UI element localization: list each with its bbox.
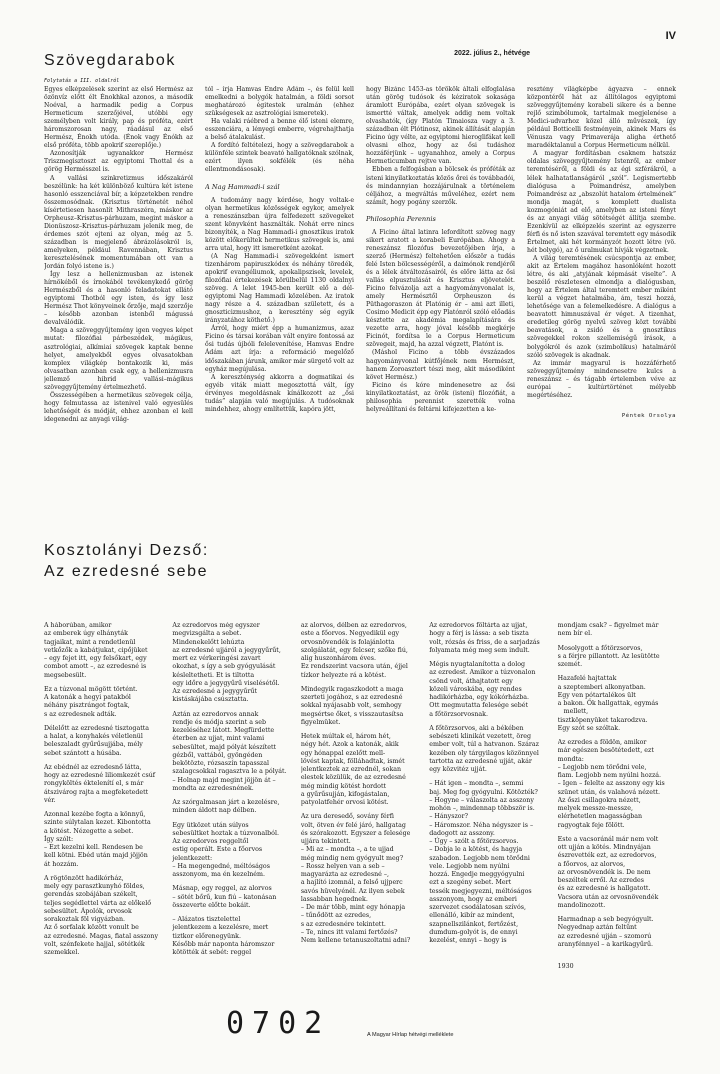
poem-line: ellenálló, kibír az mindent, [429, 912, 515, 920]
poem-line: okozhat, s így a seb gyógyulását [172, 663, 276, 671]
poem-line: megsértse őket, s visszautasítsa [300, 710, 404, 718]
poem-line: patyolatfehér orvosi kötést. [300, 799, 389, 806]
poem-line: dumdum-golyót is, de ennyi [429, 928, 518, 936]
poem-line: sebet szántott a húsába. [44, 749, 122, 757]
poem-line: összeverte előtte bokáit. [172, 901, 251, 909]
poem-line: az ezredesné ujján – szomorú [557, 932, 652, 940]
poem-line: a szeptemberi alkonyatban. [557, 683, 646, 691]
subheading: Philosophia Perennis [366, 214, 436, 223]
paragraph: Így lesz a hellenizmusban az istenek hírnökéből és írnokából tevékenykedő görög Hermészből és a hasonló feladatokat ellátó egyiptomi Thotból egy isten, és így lesz Hermész Thot könyveinek őrzője, majd szerzője – később azonban istenből mágussá devalválódik. [44, 271, 193, 327]
poem-line: a halat, a konyhakés véletlenül [44, 733, 143, 740]
poem-line: sebészeti klinikát vezetett, öreg [429, 733, 531, 740]
poem-line: a főtörzsorvosnak. [429, 710, 488, 718]
poem-line: – Háromszor. Néha négyszer is – [429, 821, 534, 829]
paragraph: A kereszténység akkorra a dogmatikai és egyéb viták miatt megosztottá vált, így érvényes megoldásnak kínálkozott az „ősi tudás” alapján való megújulás. A tudósoknak mindehhez, ahogy említettük, kapóra jött, [205, 373, 354, 413]
poem-line: – egy fejet itt, egy felsőkart, egy [44, 655, 147, 662]
poem-line: Az ezredorvos még egyszer [172, 622, 260, 629]
poem-line: Az szórgalmasan járt a kezelésre, [172, 799, 280, 806]
poem-line: Nem kellene tetanuszoltatni adni? [300, 937, 411, 944]
paragraph: Maga a szöveggyűjtemény igen vegyes képet mutat: filozófiai párbeszédek, mágikus, asztrológiai, alkímiai szövegek kaptak benne helyet, amelyekből egyes olvasatokban komplex világkép bontakozik ki, más olvasatban azonban csak egy, a hellenizmusra jellemző hibrid vallási–mágikus szöveggyűjtemény értelmezhető. [44, 327, 193, 391]
poem-line: kezeléséhez látott. Megfürdette [172, 727, 275, 734]
poem-line: tartotta az ezredesné ujját, akár [429, 757, 532, 765]
poem-line: – De már több, mint egy hónapja [300, 904, 406, 911]
poem-line: át hozzám. [44, 860, 79, 868]
poem-line: szünet után, és valahová nézett. [557, 788, 661, 796]
poem-line: mondta az ezredesnének. [172, 784, 254, 792]
poem-line: a gyűrűsujján, kifogástalan, [300, 790, 390, 798]
poem-line: gerendás szobájában székelt, [44, 891, 138, 899]
poem-line: mely egy parasztkunyhó földes, [44, 883, 145, 890]
paragraph: A tudomány nagy kérdése, hogy voltak-e olyan hermetikus közösségek egykor, amelyek a reneszánszban újra felfedezett szövegeket szent könyvként használták. Nohát erre nincs bizonyíték, a Nag Hammadi-i gnosztikus iratok között előkerültek hermetikus szövegek is, ami arra utal, hogy itt ismeretként azokat. [205, 196, 354, 252]
poem-line: és szórakozott. Egyszer a felesége [300, 829, 411, 837]
poem-line: beszéltek erről. Az ezredes [557, 877, 644, 884]
poem-line: elérhetetlen magasságban [557, 813, 643, 821]
poem-line: nem bír el. [557, 630, 593, 638]
poem-heading [44, 540, 209, 582]
poem-line: késleltetheti. Et is tiltotta [172, 671, 255, 679]
poem-line: közeli városkába, egy rendes [429, 685, 522, 693]
poem-line: az ezredesné ujjáról a jegygyűrűt, [172, 646, 281, 654]
poem-line: asszonyom, hogy az emberi [429, 895, 517, 903]
poem-line: s az ezredesnére tekintett. [300, 920, 386, 928]
poem-line: mandolinozott. [557, 901, 606, 909]
poem-line: Azonnal kezébe fogta a könnyű, [44, 811, 146, 818]
poem-line: négy hét. Azok a katonák, akik [300, 741, 399, 749]
paragraph: A vallási szinkretizmus időszakáról beszélünk: ha két különböző kultúra két istene hasonló esszenciával bír, a képzetekben rendre összemosódnak. (Krisztus történetét néhol kísértetiesen hasonlít Mithraszéra, máskor az Orpheusz–Krisztus-párhuzam, megint máskor a Dionüszosz–Krisztus-párhuzam jelenik meg, de érdemes szót ejteni az olyan, még az 5. században is megjelenő ábrázolásokról is, amelyeken, például Ravennában, Krisztus keresztelésének momentumában ott van a Jordán folyó istene is.) [44, 174, 193, 271]
paragraph: resztény világképbe ágyazva – ennek központéről hát az állítólagos egyiptomi szöveggyűjtemény korabeli sikere és a benne rejlő szimbólumok, tartalmak megjelenése a Medici-udvarhoz közel álló művészek, így például Botticelli festményein, akinek Mars és Vénusza vagy Primaverája alighа érthető maradéktalanul a Corpus Hermeticum nélkül. [527, 86, 676, 150]
poem-line: – Te, nincs itt valami fertőzés? [300, 928, 398, 936]
poem-line: sebesültket hoztak a túzvonalból. [172, 829, 279, 837]
poem-line: melyek messze-messze, [557, 805, 633, 812]
poem-line: Így szólt: [44, 835, 74, 843]
poem-line: megvizsgálta a sebet. [172, 630, 242, 638]
poem-line: A háborúban, amikor [44, 622, 112, 629]
poem-line: – Hogyne – válaszolta az asszony [429, 796, 534, 804]
poem-column-3 [301, 622, 419, 977]
poem-line: dadogott az asszony. [429, 829, 495, 837]
paragraph: Az immár magyarul is hozzáférhető szöveggyűjtemény mindenesetre kulcs a reneszánsz – és tágabb értelemben véve az európai – kultúrtörténet mélyebb megértéséhez. [527, 359, 676, 399]
poem-line: tízkor helyezte rá a kötést. [300, 671, 387, 679]
poem-line: – Mi az – mondta –, a te ujjad [300, 846, 394, 854]
poem-line: Mindegyik ragaszkodott a maga [300, 685, 404, 693]
poem-line: estig operált. Este a főorvos [172, 846, 263, 854]
poem-line: s a férjre pillantott. Az lesütötte [557, 652, 660, 660]
poem-line: mondta: [557, 755, 584, 763]
poem-line: Ez rendszerint vacsora után, éjjel [300, 663, 408, 671]
poem-line: jelentkezem a kezelésre, mert [172, 924, 269, 932]
article-title: Szövegdarabok [44, 52, 176, 69]
poem-line: ujjára tekintett. [300, 838, 351, 845]
paragraph: hogy Bizánc 1453-as törökök általi elfoglalása után görög tudósok és kéziratok sokasága áramlott Európába, ezért olyan szövegek is ismertté váltak, amelyek addig nem voltak olvashatók, (így Platón Timaiosza vagy a 3. században élt Plótinosz, akinek állítását alapján Ficino úgy vélte, az egyiptomi hieroglifákat kell olvasni elhoz, hogy az ősi tudáshoz hozzáférjünk – ugyanahhoz, amely a Corpus Hermeticumban rejtve van. [366, 86, 515, 166]
poem-line: – sötét bőrű, kun fiú – katonásan [172, 893, 277, 901]
poem-line: Negyednap aztán feltűnt [557, 924, 637, 932]
author-signature: Péntek Orsolya [621, 412, 676, 419]
poem-line: hogy az ezredesné liliomkezét csúf [44, 772, 156, 779]
poem-line: lövést kaptak, fölláhadtak, ismét [300, 757, 405, 765]
poem-line: – Alázatos tisztelettel [172, 916, 241, 923]
poem-line: az orvosnövendék is. De nem [557, 868, 651, 876]
poem-line: – tűnődött az ezredes, [300, 912, 372, 920]
poem-line: egy hónappal ezelőtt mell- [300, 749, 386, 757]
poem-line: a hajlító izomnál, a felső ujjperc [300, 879, 403, 887]
poem-line: jelentkezett: [172, 854, 213, 862]
poem-line: néhány pisztrángot fogtak, [44, 702, 130, 710]
poem-line: – Úgy – szólt a főtörzsorvos. [429, 838, 519, 845]
poem-line: rendje és módja szerint a seb [172, 718, 267, 726]
poem-line: asszonyom, ma én kezelném. [172, 871, 265, 878]
poem-line: mohón –, mindennap többször is. [429, 805, 535, 812]
poem-line: tessék megjegyezni, méltóságos [429, 887, 532, 895]
poem-line: Ez a túzvonal mögött történt. [44, 685, 138, 693]
poem-line: szolgálatát, egy felcser, szőke fiú, [300, 646, 408, 654]
poem-year: 1930 [557, 963, 574, 970]
poem-line: kezében oly tárgyilagos közönnyel [429, 749, 539, 757]
poem-line: volt, szénfekete hajjal, sötétkék [44, 940, 145, 948]
poem-line: Egy ven pótartalékos ült [557, 691, 636, 699]
poem-title: Az ezredesné sebe [44, 563, 209, 580]
poem-line: Egy ütközet után súlyos [172, 821, 249, 829]
poem-line: mondjam csak? – figyelmet már [557, 622, 659, 629]
paragraph: Ha valaki ráébred a benne élő isteni elemre, esszenciára, a lényegi emberre, végrehajthatja a belső átalakulást. [205, 118, 354, 142]
poem-line: sebesültet. Ápolók, orvosok [44, 907, 132, 915]
poem-line: beleszaladt gyűrűsujjába, mély [44, 741, 143, 749]
poem-column-4 [429, 622, 547, 977]
poem-line: Harmadnap a seb begyógyult. [557, 916, 654, 923]
poem-line: szalagcsokkal ragasztva le a pólyát. [172, 768, 287, 776]
poem-line: vele. Legjobb nem nyúlni [429, 862, 510, 870]
poem-line: Délelőtt az ezredesné tisztogatta [44, 724, 150, 732]
poem-line: és az ezredesné is hallgatott. [557, 885, 651, 893]
poem-line: Az ezredorvos reggeltől [172, 838, 249, 845]
poem-line: Hetek múltak el, három hét, [300, 733, 391, 740]
paragraph: A világ teremtésének csúcspontja az ember, akit az Értelem magához hasonlóként hozott létre, és aki „atyjának képmását viselte”. A beszélő részletesen elmondja a dialógusban, hogy az Értelem által teremtett ember miként kerül a végzet hatalmába, ám, teszi hozzá, lehetősége van a felemelkedésre. A dialógus a beavatott himnuszával ér véget. A tizenhat, eredetileg görög nyelvű szöveg közt további beavatások, a zsidó és a gnosztikus szövegekkel rokon szellemiségű írások, a bolygókról és azok (szimbolikus) hatalmáról szóló szövegek is akadnak. [527, 254, 676, 359]
paragraph: (A Nag Hammadi-i szövegekként ismert tizenhárom papiruszkódex és néhány töredék, apokrif evangéliumok, apokalipszisek, levelek, filozófiai értekezések körülbelül 1130 oldalnyi szöveg. A lelet 1945-ben került elő a dél-egyiptomi Nag Hammadi közelében. Az iratok nagy része a 4. században született, és a gnoszticizmushoz, a keresztény ség egyik irányzatához köthető.) [205, 252, 354, 325]
poem-line: az emberek úgy elhányták [44, 630, 128, 638]
poem-line: Az ebédnél az ezredesnő látta, [44, 763, 142, 771]
poem-line: ezt a szegény sebet. Mert [429, 879, 512, 887]
poem-line: vér. [44, 796, 56, 804]
poem-line: ragyogtak fejе fölött. [557, 821, 625, 829]
poem-line: A rögtönzött hadikórház, [44, 874, 124, 882]
poem-line: – Ha megengedné, méltóságos [172, 862, 270, 870]
poem-line: sorakoztak föl vigyázban. [44, 916, 126, 923]
poem-line: este a főorvos. Negyedikül egy [300, 630, 400, 638]
poem-line: Az őszi csillagokra nézett, [557, 796, 641, 804]
paragraph: (Máshol Ficino a több évszázados hagyományvonal kútfőjének nem Hermészt, hanem Zoroasztert tészi meg, akit másodiként követ Hermész.) [366, 349, 515, 381]
poem-column-1 [44, 622, 162, 977]
poem-line: jelentkeztek az ezrednél, sokan [300, 766, 402, 773]
poem-line: Egy szót se szóltak. [557, 724, 621, 732]
poem-line: szerteti jogához, s az ezredesné [300, 694, 403, 701]
poem-line: szinte súlytalan kezet. Kibontotta [44, 819, 151, 827]
poem-line: Vacsora után az orvosnövendék [557, 893, 659, 901]
poem-column-5 [558, 622, 676, 977]
poem-line: Este a vacsoránál már nem volt [557, 835, 659, 843]
poem-line: még mindig nem gyógyult meg? [300, 854, 404, 862]
poem-line: kezelést, ennyi – hogy is [429, 937, 507, 944]
poem-author: Kosztolányi Dezső: [44, 542, 209, 559]
paragraph: Ebben a felfogásban a bölcsek és próféták az isteni kinyilatkoztatás közös őrei és továbbadói, és mindannyian hozzájárulnak a történelem céljához, a megváltás műveléhez, ezért nem számít, hogy pogány szerzők. [366, 166, 515, 206]
poem-line: sebesültet, majd pólyát készített [172, 743, 277, 751]
poem-line: folyamata még meg sem indult. [429, 646, 530, 654]
paragraph: tól – írja Hamvas Endre Ádám –, és felül kell emelkedni a bolygók hatalmán, a földi sorsot meghatározó égitestek uralmán (ehhez szükségesek az asztrológiai ismeretek). [205, 86, 354, 118]
poem-line: egy közvitéz ujját. [429, 766, 487, 773]
poem-line: hogy a férj is lássa: a seb tiszta [429, 630, 529, 638]
paragraph: A Ficino által latinra lefordított szöveg nagy sikert aratott a korabeli Európában. Ahogy a reneszánsz filozófus bevezetőjében írja, a szerző (Hermész) feltehetően először a tudás felé Isten bölcsességéről, a daimónok rendjéről és a lélek átváltozásairól, és előre látta az ősi vallás elpusztulását és Krisztus eljövetelét. Ficino felvázolja azt a hagyományvonalat is, amely Hermésztől Orpheuszon és Püthagoraszon át Platónig ér – ami azt illeti, Cosimo Medicit épp egy Platónról szóló előadás késztette az akadémia megalapítására és vezette arra, hogy jóval később megkérje Ficinót, fordítsa le a Corpus Hermeticum szövegeit, majd, ha azzal végzett, Platónt is. [366, 228, 515, 349]
poem-line: – Dobja le a kötést, és hagyja [429, 846, 523, 854]
poem-line: Mégis nyugtalanította a dolog [429, 661, 526, 668]
poem-line: aranyfénnyel – a karikagyűrű. [557, 940, 654, 948]
poem-column-2 [172, 622, 290, 977]
paragraph: Árról, hogy miért épp a humanizmus, azaz Ficino és társai korában vált enyire fontossá az ősi tudás újbóli felelevenítése, Hamvas Endre Ádám azt írja: a reformáció megelőző időszakában járunk, amikor már sürgető volt az egyház megújulása. [205, 325, 354, 373]
poem-line: Másnap, egy reggel, az alorvos [172, 885, 272, 893]
poem-line: Az ezredes a földön, amikor [557, 739, 647, 746]
poem-line: rongyköltés éktelenítí el, s már [44, 780, 144, 788]
poem-line: már egészen besötétedett, ezt [557, 747, 654, 755]
folio-number: 0702 [226, 1006, 331, 1041]
poem-line: kötötték át sebét: reggel [172, 949, 252, 956]
poem-line: a főorvos, az alorvos, [557, 860, 626, 868]
poem-line: – Igen – felelte az asszony egy kis [557, 780, 665, 788]
issue-date: 2022. július 2., hétvége [454, 50, 530, 57]
poem-line: lassabban hegednek. [300, 895, 368, 903]
poem-line: A katonák a hegyi patakból [44, 694, 131, 701]
article-column-3 [366, 86, 515, 506]
poem-line: éterben az ujjat, mint valami [172, 735, 265, 743]
poem-line: megsebesült. [44, 671, 87, 679]
poem-line: szabadon. Legjobb nem törődni [429, 854, 530, 862]
poem-line: észrevették ezt, az ezredorvos, [557, 852, 657, 860]
poem-line: még mindig kötést hordott [300, 782, 387, 790]
poem-line: combot amott –, az ezredesné is [44, 663, 147, 671]
poem-line: Az ura deresedő, sovány férfi [300, 813, 394, 821]
supplement-tagline: A Magyar Hírlap hétvégi melléklete [367, 1032, 454, 1038]
article-column-1 [44, 86, 193, 506]
poem-line: az ezredest. Amikor a túzvonalon [429, 669, 536, 677]
page-number: IV [665, 30, 676, 42]
paragraph: Azonosítják ugyanakkor Hermész Triszmegisztoszt az egyiptomi Thottal és a görög Hermésszel is. [44, 150, 193, 174]
poem-line: minden áldott nap délben. [172, 807, 257, 815]
poem-line: fiam. Legjobb nem nyúlni hozzá. [557, 772, 662, 779]
article-column-4 [527, 86, 676, 506]
poem-line: hozzá. Engedje meggyógyulni [429, 871, 525, 878]
poem-line: szervezet csodálatosan szívós, [429, 904, 526, 911]
paragraph: Egyes elképzelések szerint az első Hermész az özönvíz előtt élt Énokhkal azonos, a második Noéval, a harmadik pedig a Corpus Hermeticum szerzőjével, utóbbi egy személyben volt király, pap és próféta, ezért háromszorosan nagy, ráadásul az első Hermész, Énokh utóda. (Énok vagy Énókh az első próféta, több apokrif szereplője.) [44, 86, 193, 150]
poem-columns [44, 622, 676, 977]
poem-line: volt, rózsás és friss, de a sarjadzás [429, 638, 540, 646]
paragraph: A fordító feltételezi, hogy a szövegdarabok a különféle szintek beavató hallgatóknak szólnak, ezért ilyen sokfélék (és néha ellentmondásosak). [205, 142, 354, 174]
poem-line: szapnellszilánkot, fertőzést, [429, 920, 519, 928]
poem-line: tisztköpenyüket takarodzva. [557, 716, 648, 724]
poem-line: sokkal nyájasabb volt, semhogy [300, 702, 402, 710]
poem-line: vetkőzők a kabátjukat, cipőjüket [44, 646, 148, 654]
poem-line: orvosnövendék is folajánlotta [300, 638, 395, 646]
article-column-2 [205, 86, 354, 506]
poem-line: mert ez vérkeringési zavart [172, 655, 261, 662]
poem-line: – Hányszor? [429, 813, 468, 821]
poem-line: savós hüvelyénél. Az ilyen sebek [300, 887, 405, 895]
poem-line: az ezredesné. Magas, fiatal asszony [44, 932, 159, 940]
poem-line: – Rossz helyen van a seb – [300, 862, 385, 870]
continuation-note: Folytatás a III. oldalról [44, 78, 120, 84]
poem-line: bekötözte, rózsaszín tapasszal [172, 760, 270, 767]
poem-line: a kötést. Nézegette a sebet. [44, 827, 134, 835]
poem-line: tiztkor előrenegyünk. [172, 932, 241, 940]
article-columns [44, 86, 676, 506]
poem-line: elestek közülük, de az ezredesné [300, 774, 406, 782]
poem-line: tagjaikat, mint a rendetlenül [44, 638, 136, 646]
poem-line: teljes segédlettel várta az előkelő [44, 899, 152, 907]
poem-line: s az ezredesnek adták. [44, 710, 117, 718]
paragraph: Ficino és kóre mindenesetre az ősi kinyilatkoztatást, az örök (isteni) filozófiát, a philosophia perennist szerették volna helyreállítani és feltárni kifejezetten a ke- [366, 381, 515, 413]
poem-line: – Ezt kezelni kell. Rendesen be [44, 844, 143, 851]
poem-line: Hazafelé hajtattak [557, 675, 617, 683]
poem-line: ott ujján a kötés. Mindnyájan [557, 844, 651, 851]
poem-line: magyarázta az ezredesné –, [300, 871, 390, 878]
poem-line: – Legjobb nem törődni vele, [557, 763, 647, 771]
poem-line: kistáskájába csúsztatta. [172, 696, 249, 704]
paragraph: Összességében a hermetikus szövegek célja, hogy felmutassa az istenivel való egyesülés lehetőségét és módját, ehhez azonban el kell idegenedni az anyagi világ- [44, 391, 193, 423]
poem-line: volt, ötven év felé járó, hallgatag [300, 821, 406, 829]
poem-line: – Hát igen – mondta –, semmi [429, 780, 524, 788]
poem-line: ember volt, túl a hatvanon. Száraz [429, 741, 539, 749]
poem-line: alig huszonhárom éves. [300, 655, 376, 662]
poem-line: – Holnap majd megint jöjjön át – [172, 776, 276, 784]
poem-line: a bakon. Ők hallgattak, egymás mellett, [557, 700, 659, 716]
poem-line: kell kötni. Ebéd után majd jöjjön [44, 852, 148, 860]
poem-line: hadikórházba, egy kókórházba. [429, 694, 530, 701]
poem-line: csönd volt, áthajtatott egy [429, 677, 513, 685]
poem-line: Később már naponta háromszor [172, 940, 275, 948]
poem-line: Az ezredesné a jegygyűrűt [172, 688, 258, 695]
poem-line: baj. Meg fog gyógyulni. Kötözték? [429, 788, 538, 796]
poem-line: figyelmüket. [300, 718, 341, 726]
poem-line: szemekkel. [44, 949, 80, 956]
poem-line: Aztán az ezredorvos annak [172, 710, 259, 718]
poem-line: szemét. [557, 661, 583, 668]
poem-line: átszivárog rajta a megfeketedett [44, 788, 149, 796]
poem-line: gézből, vattából, gyöngéden [172, 751, 263, 759]
poem-line: az alorvos, délben az ezredorvos, [300, 622, 407, 629]
poem-line: Ott megmutatta feleségе sebét [429, 702, 529, 710]
poem-line: Mosolygott a főtörzsorvos, [557, 644, 643, 652]
subheading: A Nag Hammadi-i szál [205, 182, 280, 191]
poem-line: Az ő sorfalak között vonult be [44, 924, 139, 932]
poem-line: egy időre a jegygyűrű viselésétől. [172, 679, 280, 687]
poem-line: A főtörzsorvos, aki a békében [429, 724, 524, 732]
paragraph: A magyar fordításban csaknem hatszáz oldalas szöveggyűjtemény Istenről, az ember teremtéséről, a földi és az égi szférákról, a lélek halhatatlanságáról „szól”. Legismertebb dialógusa a Poimandrész, amelyben Poimandrész az „abszolút hatalom értelmének” mondja magát, s komplett dualista kozmogóniát ad elő, amelyben az isteni fényt és az anyagi világ sötétségét állítja szembe. Ezenkívül az elképzelés szerint az egyszerre férfi és nő isten szavával teremtett egy második Értelmet, aki hét kormányzót hozott létre (vö. hét bolygó), az ő uralmukat hívják végzetnek. [527, 150, 676, 254]
poem-line: Mindenekelőtt lehúzta [172, 638, 245, 646]
poem-line: Az ezredorvos föltárta az ujjat, [429, 622, 528, 629]
